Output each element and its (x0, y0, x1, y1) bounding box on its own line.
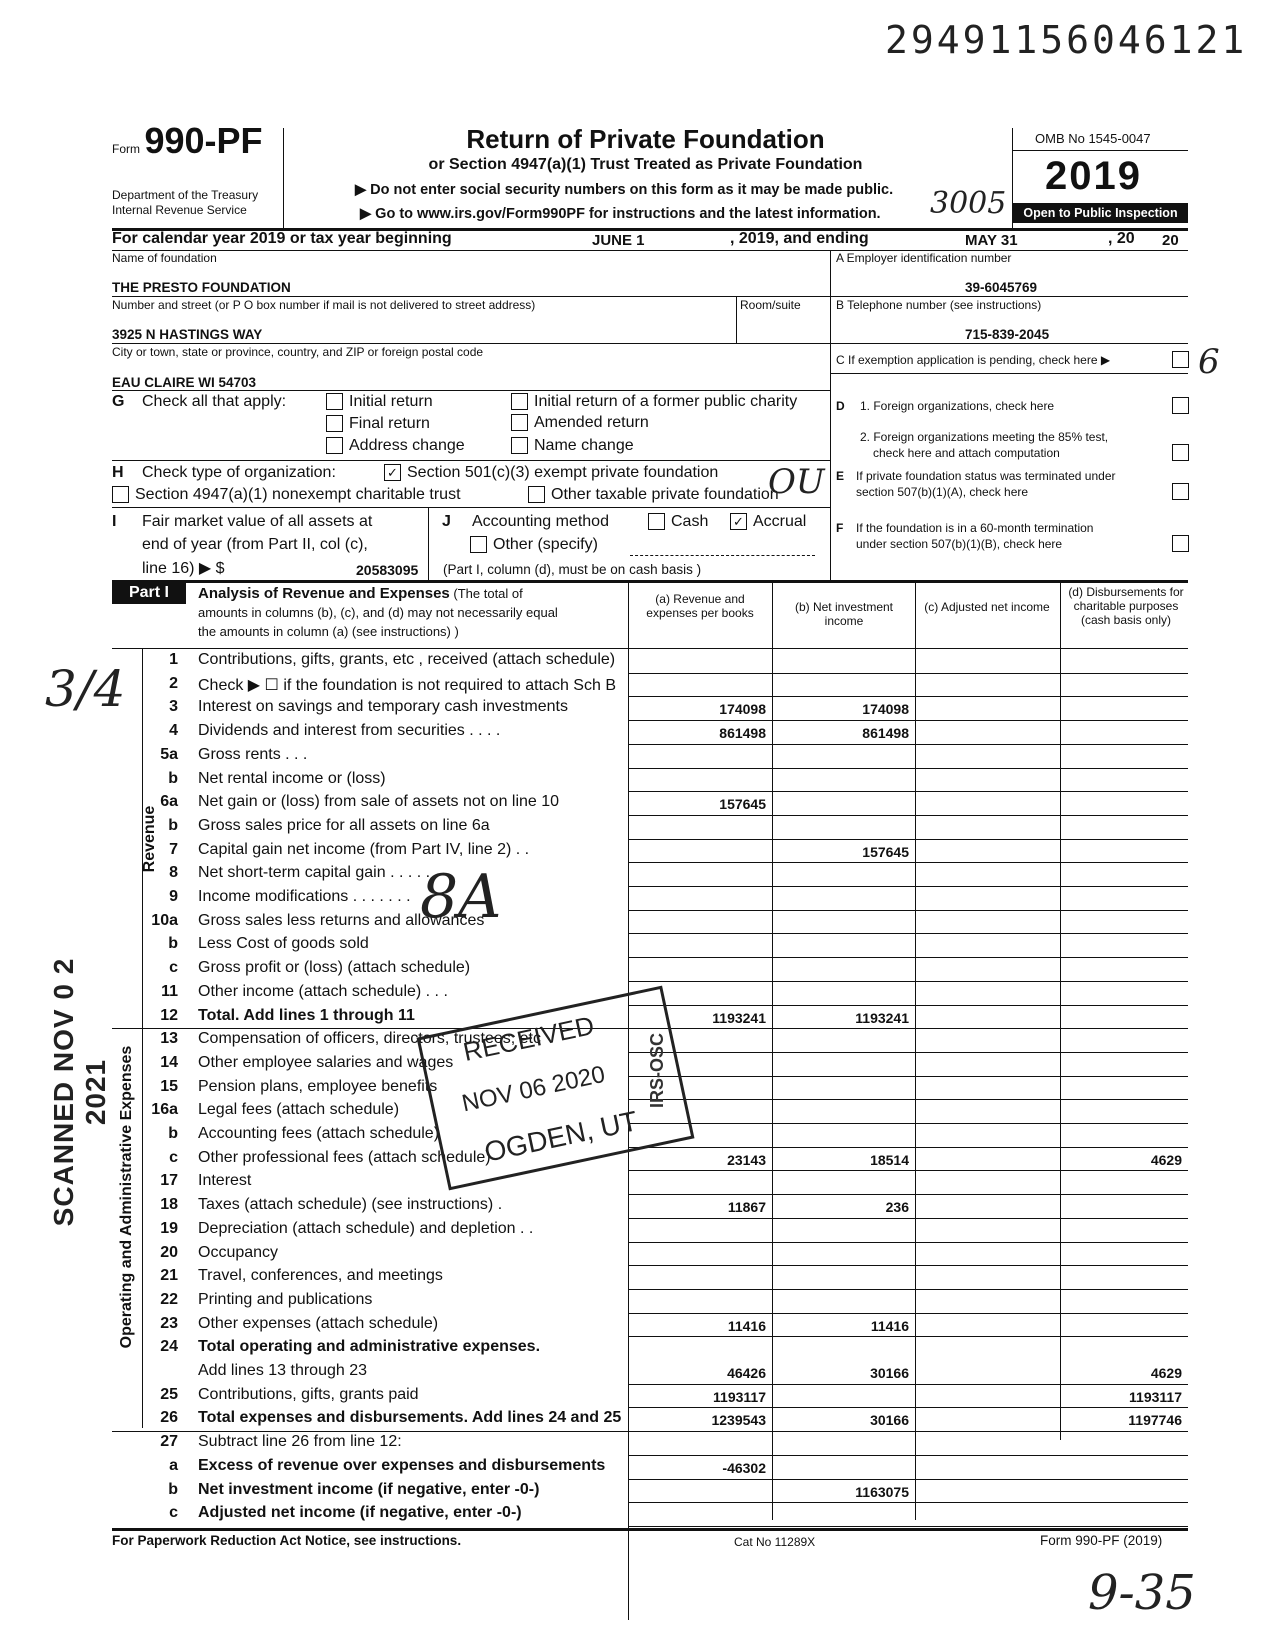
check-c-box[interactable] (1172, 351, 1189, 368)
line-label: Interest (198, 1172, 252, 1190)
street-address[interactable]: 3925 N HASTINGS WAY (112, 327, 263, 342)
city-state-zip[interactable]: EAU CLAIRE WI 54703 (112, 375, 257, 390)
line-number: 26 (160, 1409, 178, 1427)
cell-col-a[interactable]: 157645 (719, 796, 766, 813)
section-rule (112, 1431, 1188, 1432)
row-rule (628, 1407, 1188, 1408)
row-rule (628, 886, 1188, 887)
line-label: Total operating and administrative expenses. (198, 1338, 541, 1356)
line-number: 13 (160, 1030, 178, 1048)
line-label: Legal fees (attach schedule) (198, 1101, 400, 1119)
part1-desc3: the amounts in column (a) (see instructions) ) (198, 624, 459, 639)
line-label: Depreciation (attach schedule) and depletion . . (198, 1219, 534, 1237)
cell-col-a[interactable]: 11416 (727, 1317, 766, 1334)
cell-col-a[interactable]: 46426 (727, 1365, 766, 1381)
g-final-return-box[interactable] (326, 415, 343, 432)
cell-col-a[interactable]: 861498 (719, 725, 766, 742)
ein-label: A Employer identification number (836, 251, 1012, 265)
j-cash[interactable]: Cash (642, 513, 708, 531)
open-public-inspection: Open to Public Inspection (1013, 203, 1188, 223)
line-label: Total expenses and disbursements. Add lines 24 and 25 (198, 1409, 622, 1427)
form-number: 990-PF (144, 120, 263, 161)
line-number: 19 (160, 1219, 178, 1237)
row-rule (628, 1147, 1188, 1148)
cell-col-b[interactable]: 861498 (862, 725, 909, 742)
cell-col-d[interactable]: 1193117 (1129, 1388, 1182, 1405)
line-label: Other employee salaries and wages (198, 1053, 454, 1071)
j-other[interactable]: Other (specify) (464, 536, 598, 554)
cell-col-b[interactable]: 157645 (862, 843, 909, 860)
h-501c3-box[interactable]: ✓ (384, 464, 401, 481)
tax-year-end-year: 20 (1162, 232, 1179, 249)
g-amended-return-box[interactable] (511, 414, 528, 431)
part1-title-block (198, 584, 618, 641)
city-label: City or town, state or province, country, and ZIP or foreign postal code (112, 345, 484, 359)
cell-col-b[interactable]: 1193241 (855, 1009, 909, 1026)
phone-label: B Telephone number (see instructions) (836, 298, 1042, 312)
scanned-stamp: SCANNED NOV 0 2 2021 (48, 957, 111, 1227)
row-rule (628, 1194, 1188, 1195)
catalog-number: Cat No 11289X (734, 1535, 816, 1549)
line-number: c (169, 1504, 178, 1522)
line-number: b (168, 1480, 178, 1498)
line-number: 4 (169, 722, 178, 740)
line-label: Taxes (attach schedule) (see instructions) . (198, 1196, 503, 1214)
line-number: 9 (169, 888, 178, 905)
line-number: 3 (169, 698, 178, 716)
line-number: 14 (160, 1053, 178, 1071)
j-cash-box[interactable] (648, 513, 665, 530)
cell-col-d[interactable]: 4629 (1150, 1151, 1182, 1168)
line-number: b (168, 935, 178, 953)
col-d-header: (d) Disbursements for charitable purposes (cash basis only) (1068, 585, 1184, 627)
j-label: Accounting method (472, 513, 609, 530)
cell-col-a[interactable]: 1193241 (712, 1009, 766, 1026)
cell-col-a[interactable]: 23143 (727, 1151, 766, 1168)
notice-irs-url: ▶ Go to www.irs.gov/Form990PF for instructions and the latest information. (360, 206, 881, 222)
line-label: Adjusted net income (if negative, enter -0-) (198, 1504, 522, 1522)
col-c-header: (c) Adjusted net income (924, 600, 1050, 614)
line-number: 1 (169, 651, 178, 668)
i-letter: I (112, 513, 117, 530)
row-rule (628, 1242, 1188, 1243)
calendar-mid: , 2019, and ending (730, 230, 869, 247)
line-number: 2 (169, 674, 178, 692)
line-label-cont: Add lines 13 through 23 (198, 1362, 368, 1379)
line-label: Check ▶ ☐ if the foundation is not required to attach Sch B (198, 676, 616, 694)
tax-year-begin: JUNE 1 (592, 232, 645, 249)
row-rule (628, 696, 1188, 697)
foundation-name-label: Name of foundation (112, 251, 217, 265)
row-rule (628, 1076, 1188, 1077)
g-name-change-box[interactable] (511, 437, 528, 454)
line-label: Total. Add lines 1 through 11 (198, 1006, 415, 1024)
row-rule (628, 1384, 1188, 1385)
row-rule (628, 673, 1188, 674)
part1-tag: Part I (112, 582, 186, 604)
line-label: Compensation of officers, directors, trustees, etc (198, 1030, 541, 1048)
h-4947[interactable]: Section 4947(a)(1) nonexempt charitable trust (106, 486, 461, 504)
line-label: Gross rents . . . (198, 745, 308, 763)
line-number: b (168, 769, 178, 787)
line-label: Dividends and interest from securities . . . . (198, 722, 501, 740)
ein-value[interactable]: 39-6045769 (965, 280, 1038, 295)
row-rule (628, 1289, 1188, 1290)
line-label: Other expenses (attach schedule) (198, 1314, 439, 1332)
g-address-change[interactable]: Address change (320, 437, 465, 455)
g-final-return[interactable]: Final return (320, 415, 430, 433)
line-number: 10a (151, 911, 178, 929)
cell-col-b[interactable]: 174098 (862, 701, 909, 718)
line-number: b (168, 1125, 178, 1142)
h-other-taxable-box[interactable] (528, 486, 545, 503)
line-label: Pension plans, employee benefits (198, 1077, 438, 1095)
irs-name: Internal Revenue Service (112, 203, 247, 217)
row-rule (628, 1265, 1188, 1266)
h-other-taxable[interactable]: Other taxable private foundation (522, 486, 779, 504)
line-number: 24 (160, 1338, 178, 1356)
i-line2: end of year (from Part II, col (c), (142, 536, 368, 553)
cell-col-b[interactable]: 18514 (870, 1151, 909, 1168)
cell-col-a[interactable]: 11867 (727, 1199, 766, 1216)
received-stamp-date: NOV 06 2020 (459, 1060, 608, 1118)
check-d2-label-b: check here and attach computation (873, 446, 1060, 460)
row-rule (628, 1479, 1188, 1480)
cell-col-d[interactable]: 4629 (1150, 1365, 1182, 1381)
row-rule (628, 1123, 1188, 1124)
handwritten-6: 6 (1198, 342, 1220, 382)
handwritten-9-35: 9-35 (1088, 1565, 1196, 1621)
line-number: 12 (160, 1006, 178, 1024)
row-rule (628, 1336, 1188, 1337)
line-label: Net gain or (loss) from sale of assets not on line 10 (198, 793, 560, 811)
line-label: Interest on savings and temporary cash investments (198, 698, 568, 716)
line-label: Subtract line 26 from line 12: (198, 1433, 402, 1451)
g-name-change[interactable]: Name change (505, 437, 634, 455)
handwritten-3005: 3005 (930, 186, 1007, 221)
foundation-name[interactable]: THE PRESTO FOUNDATION (112, 280, 291, 295)
d-letter: D (836, 399, 845, 413)
g-initial-return-box[interactable] (326, 393, 343, 410)
row-rule (628, 933, 1188, 934)
row-rule (628, 1218, 1188, 1219)
line-number: c (169, 959, 178, 977)
line-label: Less Cost of goods sold (198, 935, 369, 953)
h-4947-box[interactable] (112, 486, 129, 503)
line-label: Gross profit or (loss) (attach schedule) (198, 959, 471, 977)
line-number: 21 (160, 1267, 178, 1285)
line-number: c (169, 1148, 178, 1166)
cell-col-a[interactable]: 174098 (719, 701, 766, 718)
cell-col-b[interactable]: 1163075 (855, 1483, 909, 1500)
check-d2-label-a: 2. Foreign organizations meeting the 85% test, (860, 430, 1109, 444)
line-number: 20 (160, 1243, 178, 1261)
line-number: 16a (151, 1101, 178, 1119)
line-number: b (168, 816, 178, 834)
h-501c3[interactable]: ✓ Section 501(c)(3) exempt private foundation (378, 464, 718, 482)
line-label: Gross sales price for all assets on line 6a (198, 816, 490, 834)
line-number: 22 (160, 1290, 178, 1308)
row-rule (628, 1052, 1188, 1053)
j-letter: J (442, 513, 451, 530)
h-label: Check type of organization: (142, 464, 336, 481)
cell-col-b[interactable]: 30166 (870, 1365, 909, 1381)
row-rule (628, 744, 1188, 745)
check-e-label-b: section 507(b)(1)(A), check here (856, 485, 1029, 499)
row-rule (628, 839, 1188, 840)
cell-col-b[interactable]: 30166 (870, 1412, 909, 1429)
g-initial-former-box[interactable] (511, 393, 528, 410)
line-number: 27 (160, 1433, 178, 1451)
col-a-header: (a) Revenue and expenses per books (646, 592, 754, 620)
received-stamp-city: OGDEN, UT (481, 1105, 641, 1168)
row-rule (628, 1502, 1188, 1503)
g-amended-return[interactable]: Amended return (505, 414, 649, 432)
line-number: 25 (160, 1385, 178, 1403)
line-label: Occupancy (198, 1243, 279, 1261)
col-b-header: (b) Net investment income (794, 600, 894, 628)
check-d1-box[interactable] (1172, 397, 1189, 414)
line-label: Printing and publications (198, 1290, 373, 1308)
g-label: Check all that apply: (142, 393, 287, 410)
j-other-box[interactable] (470, 536, 487, 553)
part1-desc1: (The total of (453, 586, 523, 601)
row-rule (628, 1099, 1188, 1100)
line-number: 6a (160, 793, 178, 811)
line-label: Net investment income (if negative, enter -0-) (198, 1480, 540, 1498)
part1-title: Analysis of Revenue and Expenses (198, 585, 450, 602)
expenses-side-label: Operating and Administrative Expenses (118, 1045, 135, 1349)
check-d2-box[interactable] (1172, 444, 1189, 461)
row-rule (628, 815, 1188, 816)
line-label: Contributions, gifts, grants, etc , received (attach schedule) (198, 651, 616, 668)
room-suite-label: Room/suite (740, 298, 801, 312)
paperwork-notice: For Paperwork Reduction Act Notice, see instructions. (112, 1533, 462, 1548)
line-label: Contributions, gifts, grants paid (198, 1385, 419, 1403)
street-label: Number and street (or P O box number if mail is not delivered to street address) (112, 298, 536, 312)
form-title: Return of Private Foundation (466, 124, 825, 154)
h-letter: H (112, 464, 124, 481)
line-label: Other professional fees (attach schedule) (198, 1148, 491, 1166)
j-accrual-box[interactable]: ✓ (730, 513, 747, 530)
line-label: Gross sales less returns and allowances (198, 911, 485, 929)
row-rule (628, 1005, 1188, 1006)
line-number: 17 (160, 1172, 178, 1190)
received-stamp-label: RECEIVED (460, 1010, 597, 1068)
tax-year: 2019 (1045, 154, 1142, 198)
form-reference: Form 990-PF (2019) (1040, 1533, 1163, 1548)
tax-year-end: MAY 31 (965, 232, 1018, 249)
row-rule (628, 957, 1188, 958)
line-number: a (169, 1456, 178, 1474)
e-letter: E (836, 469, 845, 483)
row-rule (628, 1313, 1188, 1314)
handwritten-8a: 8A (420, 862, 502, 932)
cell-col-a[interactable]: -46302 (722, 1459, 766, 1476)
j-note: (Part I, column (d), must be on cash basis ) (443, 562, 702, 577)
cell-col-b[interactable]: 236 (885, 1199, 909, 1216)
line-label: Travel, conferences, and meetings (198, 1267, 443, 1285)
check-c-label: C If exemption application is pending, check here ▶ (836, 353, 1111, 367)
line-label: Net rental income or (loss) (198, 769, 386, 787)
row-rule (628, 768, 1188, 769)
dln-number: 29491156046121 (885, 18, 1248, 62)
line-number: 7 (169, 840, 178, 858)
row-rule (628, 981, 1188, 982)
line-label: Accounting fees (attach schedule) (198, 1125, 440, 1142)
line-number: 5a (160, 745, 178, 763)
handwritten-3-4: 3/4 (45, 660, 126, 718)
j-accrual[interactable]: ✓ Accrual (724, 513, 806, 531)
row-rule (628, 791, 1188, 792)
form-id-block (112, 120, 272, 162)
check-f-label-b: under section 507(b)(1)(B), check here (856, 537, 1063, 551)
check-f-box[interactable] (1172, 535, 1189, 552)
line-label: Capital gain net income (from Part IV, line 2) . . (198, 840, 530, 858)
form-subtitle: or Section 4947(a)(1) Trust Treated as Private Foundation (428, 156, 863, 173)
cell-col-a[interactable]: 1239543 (711, 1412, 766, 1429)
row-rule (628, 1526, 1188, 1527)
line-label: Other income (attach schedule) . . . (198, 982, 448, 1000)
form-word: Form (112, 142, 140, 156)
i-line1: Fair market value of all assets at (142, 513, 373, 530)
notice-ssn: ▶ Do not enter social security numbers on this form as it may be made public. (355, 182, 894, 198)
g-initial-former[interactable]: Initial return of a former public charity (505, 393, 797, 411)
line-number: 11 (161, 982, 178, 1000)
g-address-change-box[interactable] (326, 437, 343, 454)
revenue-side-label: Revenue (141, 805, 158, 873)
cell-col-d[interactable]: 1197746 (1128, 1412, 1182, 1429)
check-d1-label: 1. Foreign organizations, check here (860, 399, 1055, 413)
line-label: Income modifications . . . . . . . (198, 888, 411, 905)
g-letter: G (112, 393, 125, 410)
check-e-label-a: If private foundation status was terminated under (856, 469, 1116, 483)
g-initial-return[interactable]: Initial return (320, 393, 433, 411)
f-letter: F (836, 521, 844, 535)
cell-col-a[interactable]: 1193117 (713, 1388, 766, 1405)
handwritten-ou: OU (768, 462, 825, 502)
fmv-assets[interactable]: 20583095 (356, 562, 419, 578)
i-line3: line 16) ▶ $ (142, 560, 225, 577)
check-e-box[interactable] (1172, 483, 1189, 500)
phone-value[interactable]: 715-839-2045 (965, 327, 1050, 342)
line-number: 23 (160, 1314, 178, 1332)
calendar-prefix: For calendar year 2019 or tax year beginning (112, 230, 452, 247)
row-rule (628, 1455, 1188, 1456)
line-number: 18 (160, 1196, 178, 1214)
cell-col-b[interactable]: 11416 (870, 1317, 909, 1334)
irs-osc-stamp: IRS-OSC (647, 1032, 668, 1109)
check-f-label-a: If the foundation is in a 60-month termination (856, 521, 1094, 535)
row-rule (628, 720, 1188, 721)
part1-desc2: amounts in columns (b), (c), and (d) may not necessarily equal (198, 605, 558, 620)
omb-number: OMB No 1545-0047 (1035, 131, 1151, 146)
row-rule (628, 1170, 1188, 1171)
line-number: 15 (160, 1077, 178, 1095)
row-rule (628, 862, 1188, 863)
line-label: Net short-term capital gain . . . . . . (198, 864, 439, 882)
calendar-sep: , 20 (1108, 230, 1135, 247)
dept-treasury: Department of the Treasury (112, 188, 259, 202)
row-rule (628, 910, 1188, 911)
line-number: 8 (169, 864, 178, 882)
line-label: Excess of revenue over expenses and disbursements (198, 1456, 606, 1474)
